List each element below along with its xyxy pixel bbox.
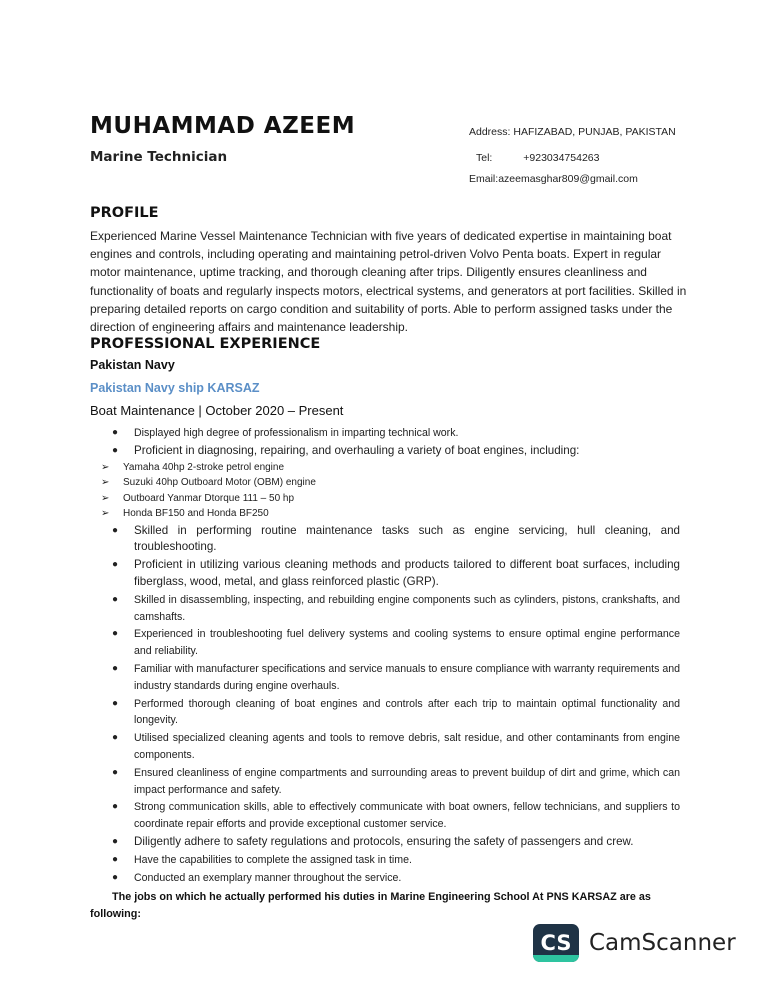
list-item: ● Skilled in performing routine maintenance tasks such as engine servicing, hull cleaning, and troubleshooting.	[112, 523, 680, 554]
email-label: Email:	[469, 173, 499, 185]
candidate-name: MUHAMMAD AZEEM	[90, 113, 356, 139]
sub-list-item: ➢ Suzuki 40hp Outboard Motor (OBM) engine	[101, 476, 680, 491]
list-item: ● Have the capabilities to complete the assigned task in time.	[112, 852, 680, 869]
sub-list-item: ➢ Yamaha 40hp 2-stroke petrol engine	[101, 461, 680, 476]
profile-text: Experienced Marine Vessel Maintenance Technician with five years of dedicated expertise in maintaining boat engines and controls, including operating and maintaining petrol-driven Volvo Penta boats. Expert in regular motor maintenance, uptime tracking, and thorough cleaning after trips. Diligently ensures cleanliness and functionality of boats and regularly inspects motors, electrical systems, and generators at port facilities. Skilled in preparing detailed reports on cargo condition and suitability of ports. Able to perform assigned tasks under the direction of engineering affairs and maintenance leadership.	[90, 229, 687, 335]
contact-tel	[476, 152, 599, 164]
camscanner-brand: CamScanner	[589, 930, 736, 956]
arrow-bullet-icon: ➢	[101, 461, 110, 473]
bullet-icon: ●	[112, 801, 119, 813]
ship-name: Pakistan Navy ship KARSAZ	[90, 381, 260, 395]
bullet-icon: ●	[112, 732, 119, 744]
list-item: ● Proficient in utilizing various cleaning methods and products tailored to different boat surfaces, including fiberglass, wood, metal, and glass reinforced plastic (GRP).	[112, 558, 680, 588]
tel-value: +923034754263	[523, 152, 600, 164]
bullet-icon: ●	[112, 835, 119, 847]
bullet-icon: ●	[112, 524, 119, 536]
address-value: HAFIZABAD, PUNJAB, PAKISTAN	[513, 126, 676, 138]
experience-heading: PROFESSIONAL EXPERIENCE	[90, 336, 321, 352]
arrow-bullet-icon: ➢	[101, 508, 110, 520]
organization-name: Pakistan Navy	[90, 358, 175, 372]
bullet-icon: ●	[112, 444, 119, 456]
email-value: azeemasghar809@gmail.com	[498, 173, 638, 185]
role-and-dates: Boat Maintenance | October 2020 – Present	[90, 403, 344, 418]
address-label: Address:	[469, 126, 511, 138]
list-item: ● Familiar with manufacturer specifications and service manuals to ensure compliance with warranty requirements and industry standards during engine overhauls.	[112, 662, 680, 692]
list-item: ● Skilled in disassembling, inspecting, and rebuilding engine components such as cylinders, pistons, crankshafts, and camshafts.	[112, 593, 680, 623]
bullet-icon: ●	[112, 628, 119, 640]
list-item: ● Diligently adhere to safety regulations and protocols, ensuring the safety of passengers and crew.	[112, 834, 680, 851]
arrow-bullet-icon: ➢	[101, 477, 110, 489]
contact-address	[469, 126, 676, 138]
closing-statement: The jobs on which he actually performed his duties in Marine Engineering School At PNS KARSAZ are as following:	[90, 891, 651, 920]
contact-email	[469, 173, 638, 185]
list-item: ● Conducted an exemplary manner throughout the service.	[112, 870, 680, 887]
bullet-icon: ●	[112, 766, 119, 778]
tel-label: Tel:	[476, 152, 493, 164]
bullet-icon: ●	[112, 427, 119, 438]
bullet-icon: ●	[112, 559, 119, 571]
list-item: ● Displayed high degree of professionalism in imparting technical work.	[112, 425, 680, 442]
bullet-icon: ●	[112, 593, 119, 605]
camscanner-logo-icon: CS	[533, 924, 579, 962]
job-title: Marine Technician	[90, 149, 228, 165]
bullet-icon: ●	[112, 662, 119, 674]
list-item: ● Strong communication skills, able to effectively communicate with boat owners, fellow technicians, and suppliers to coordinate repair efforts and provide exceptional customer service.	[112, 801, 680, 831]
list-item: ● Experienced in troubleshooting fuel delivery systems and cooling systems to ensure optimal engine performance and reliability.	[112, 628, 680, 658]
bullet-icon: ●	[112, 697, 119, 709]
list-item: ● Ensured cleanliness of engine compartments and surrounding areas to prevent buildup of dirt and grime, which can impact performance and safety.	[112, 766, 680, 796]
camscanner-watermark	[533, 924, 736, 962]
list-item: ● Performed thorough cleaning of boat engines and controls after each trip to maintain optimal functionality and longevity.	[112, 697, 680, 727]
sub-list-item: ➢ Outboard Yanmar Dtorque 111 – 50 hp	[101, 492, 680, 507]
duties-list	[101, 425, 680, 887]
list-item: ● Utilised specialized cleaning agents and tools to remove debris, salt residue, and other contaminants from engine components.	[112, 732, 680, 761]
bullet-icon: ●	[112, 853, 119, 865]
list-item: ● Proficient in diagnosing, repairing, and overhauling a variety of boat engines, including:	[112, 443, 680, 460]
arrow-bullet-icon: ➢	[101, 492, 110, 504]
profile-heading: PROFILE	[90, 205, 159, 221]
bullet-icon: ●	[112, 871, 119, 883]
sub-list-item: ➢ Honda BF150 and Honda BF250	[101, 507, 680, 522]
